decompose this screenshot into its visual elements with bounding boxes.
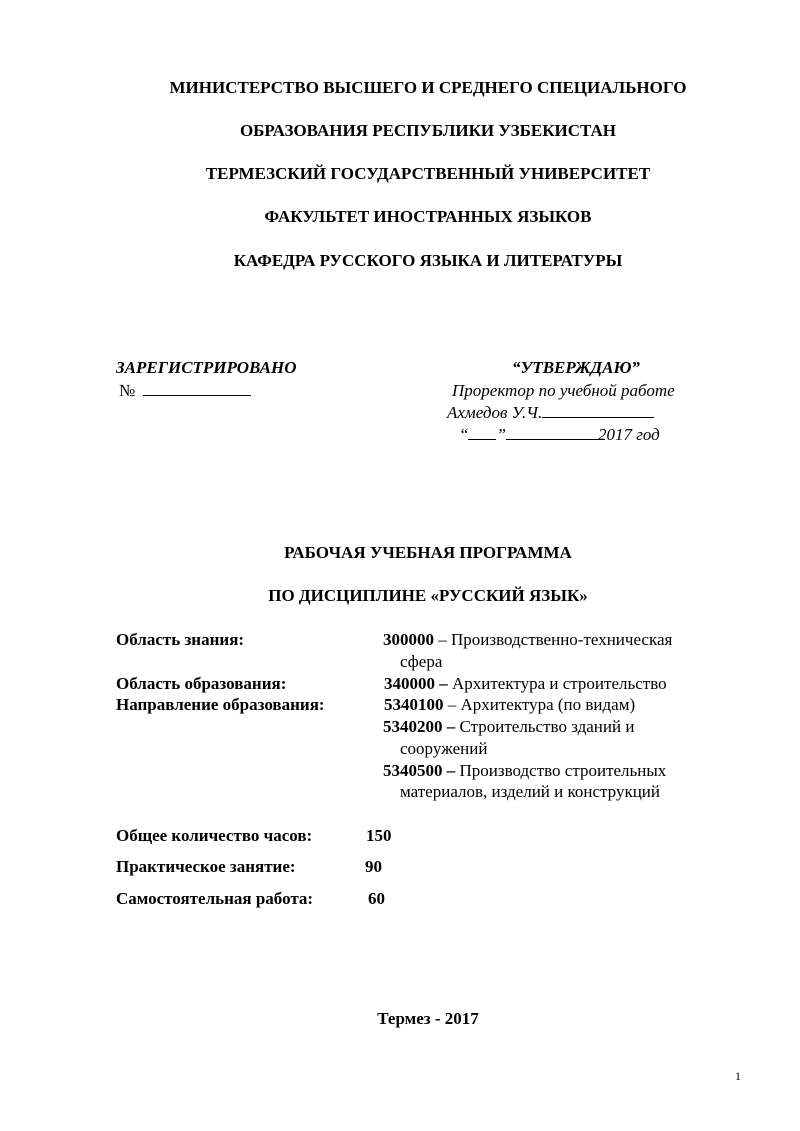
total-hours-label: Общее количество часов: [116, 826, 313, 845]
education-area-code: 340000 – [384, 674, 448, 693]
registration-number [119, 381, 251, 401]
place-year: Термез - 2017 [377, 1009, 479, 1028]
program-discipline: ПО ДИСЦИПЛИНЕ «РУССКИЙ ЯЗЫК» [268, 586, 588, 605]
approval-date-line [459, 425, 660, 445]
knowledge-area-text: – Производственно-техническая [434, 630, 673, 649]
direction-item [383, 761, 666, 781]
approval-year: 2017 год [597, 425, 660, 444]
signature-blank-line [542, 403, 654, 418]
education-area-text: Архитектура и строительство [447, 674, 667, 693]
direction-code: 5340200 – [383, 717, 456, 736]
direction-item [383, 717, 634, 737]
date-close-quote: ” [496, 425, 506, 444]
month-blank-line [506, 425, 598, 440]
department-name: КАФЕДРА РУССКОГО ЯЗЫКА И ЛИТЕРАТУРЫ [233, 251, 623, 270]
program-title: РАБОЧАЯ УЧЕБНАЯ ПРОГРАММА [284, 543, 572, 562]
direction-text: Производство строительных [455, 761, 667, 780]
registered-title: ЗАРЕГИСТРИРОВАНО [116, 358, 297, 377]
page-number: 1 [735, 1069, 741, 1083]
education-area-label: Область образования: [116, 674, 287, 693]
practical-hours-label: Практическое занятие: [116, 857, 296, 876]
approval-title: “УТВЕРЖДАЮ” [512, 358, 640, 377]
date-open-quote: “ [459, 425, 469, 444]
direction-text-cont: сооружений [400, 739, 488, 758]
ministry-line-2: ОБРАЗОВАНИЯ РЕСПУБЛИКИ УЗБЕКИСТАН [239, 121, 617, 140]
independent-hours-label: Самостоятельная работа: [116, 889, 314, 908]
education-direction-label: Направление образования: [116, 695, 325, 714]
approval-name: Ахмедов У.Ч. [447, 403, 543, 422]
knowledge-area-label: Область знания: [116, 630, 245, 649]
direction-text: – Архитектура (по видам) [443, 695, 636, 714]
independent-hours-value: 60 [368, 889, 385, 908]
direction-item [384, 695, 635, 715]
day-blank-line [468, 425, 496, 440]
number-blank-line [143, 381, 251, 396]
faculty-name: ФАКУЛЬТЕТ ИНОСТРАННЫХ ЯЗЫКОВ [264, 207, 592, 226]
practical-hours-value: 90 [365, 857, 382, 876]
knowledge-area-value [383, 630, 672, 650]
number-label: № [119, 381, 136, 400]
knowledge-area-code: 300000 [383, 630, 434, 649]
approval-name-line [447, 403, 654, 423]
direction-code: 5340100 [384, 695, 444, 714]
education-area-value [384, 674, 667, 694]
total-hours-value: 150 [366, 826, 392, 845]
direction-code: 5340500 – [383, 761, 456, 780]
university-name: ТЕРМЕЗСКИЙ ГОСУДАРСТВЕННЫЙ УНИВЕРСИТЕТ [205, 164, 651, 183]
ministry-line: МИНИСТЕРСТВО ВЫСШЕГО И СРЕДНЕГО СПЕЦИАЛЬНОГО [169, 78, 687, 97]
direction-text: Строительство зданий и [455, 717, 635, 736]
approval-position: Проректор по учебной работе [452, 381, 675, 400]
knowledge-area-text-cont: сфера [400, 652, 443, 671]
direction-text-cont: материалов, изделий и конструкций [400, 782, 661, 801]
